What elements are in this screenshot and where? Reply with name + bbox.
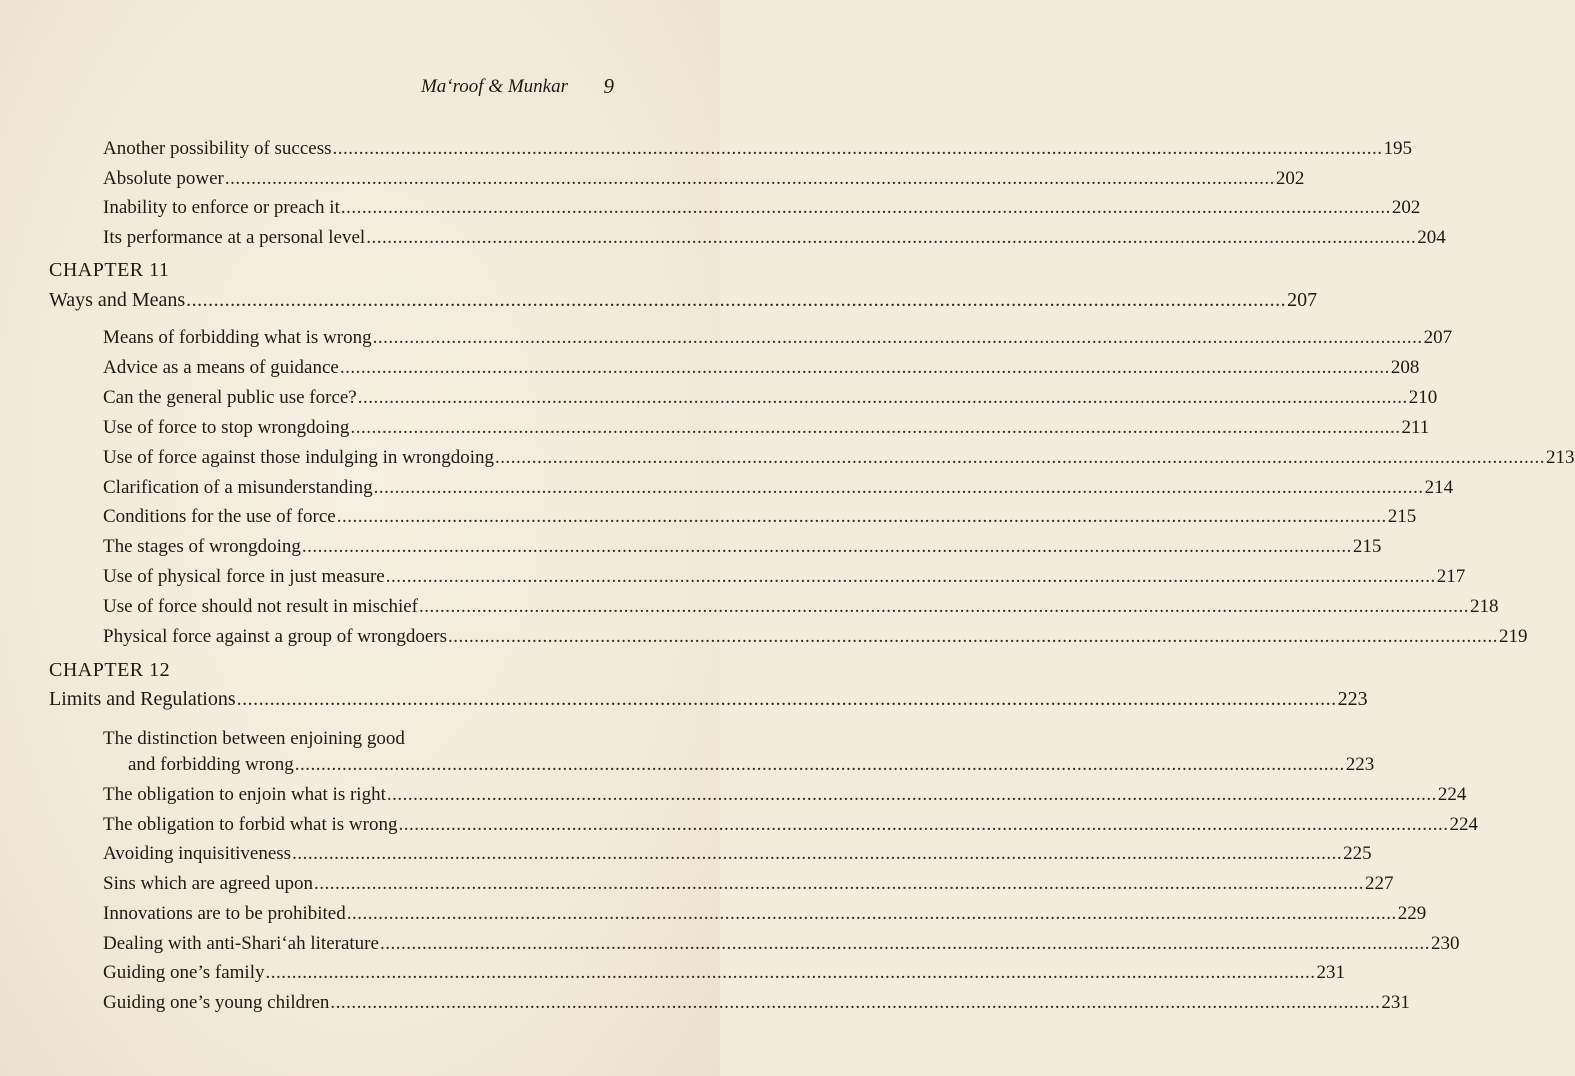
toc-entry-label: The stages of wrongdoing bbox=[103, 536, 301, 558]
toc-entry-label: Physical force against a group of wrongdoers bbox=[103, 626, 448, 647]
leader-dots: ........................................................................................................................................................................................................ bbox=[265, 962, 1316, 984]
toc-entry-label: Conditions for the use of force bbox=[103, 506, 336, 528]
toc-entry-label: Guiding one’s family bbox=[103, 962, 265, 984]
leader-dots: ........................................................................................................................................................................................................ bbox=[339, 356, 1390, 378]
toc-entry-label: Clarification of a misunderstanding bbox=[103, 476, 373, 498]
leader-dots: ........................................................................................................................................................................................................ bbox=[346, 902, 1397, 924]
toc-entry bbox=[103, 326, 1453, 350]
toc-entry-label: Use of force against those indulging in wrongdoing bbox=[103, 446, 495, 468]
toc-entry-page: 217 bbox=[1436, 566, 1466, 588]
toc-entry bbox=[103, 535, 1382, 559]
toc-entry bbox=[103, 991, 1410, 1015]
toc-entry-label: Absolute power bbox=[103, 168, 224, 189]
leader-dots: ........................................................................................................................................................................................................ bbox=[495, 446, 1546, 468]
leader-dots: ........................................................................................................................................................................................................ bbox=[398, 813, 1449, 835]
toc-entry-page: 231 bbox=[1316, 962, 1345, 984]
leader-dots: ........................................................................................................................................................................................................ bbox=[330, 991, 1381, 1013]
toc-entry-page: 224 bbox=[1449, 813, 1478, 835]
page-number: 9 bbox=[603, 74, 614, 98]
toc-entry-page: 224 bbox=[1437, 784, 1467, 805]
toc-entry-label: Avoiding inquisitiveness bbox=[103, 843, 292, 865]
leader-dots: ........................................................................................................................................................................................................ bbox=[186, 289, 1287, 311]
leader-dots: ........................................................................................................................................................................................................ bbox=[332, 138, 1383, 159]
chapter-page: 207 bbox=[1287, 289, 1318, 311]
toc-entry bbox=[103, 813, 1478, 837]
toc-entry-page: 214 bbox=[1424, 476, 1454, 498]
toc-entry bbox=[103, 137, 1413, 161]
toc-entry-page: 202 bbox=[1275, 168, 1305, 189]
toc-entry bbox=[103, 842, 1372, 866]
toc-entry bbox=[103, 595, 1499, 619]
toc-entry-page: 219 bbox=[1499, 626, 1528, 647]
toc-entry bbox=[103, 167, 1305, 191]
toc-entry-page: 195 bbox=[1383, 138, 1413, 159]
toc-entry bbox=[103, 196, 1421, 220]
leader-dots: ........................................................................................................................................................................................................ bbox=[419, 596, 1470, 618]
toc-entry bbox=[103, 356, 1420, 380]
toc-entry bbox=[103, 783, 1467, 807]
chapter-title: Limits and Regulations bbox=[49, 688, 236, 710]
toc-entry-label: Sins which are agreed upon bbox=[103, 873, 313, 895]
toc-entry bbox=[103, 565, 1466, 589]
running-title: Ma‘roof & Munkar bbox=[420, 76, 568, 97]
chapter-title: Ways and Means bbox=[49, 289, 186, 311]
chapter-page: 223 bbox=[1337, 688, 1368, 710]
toc-entry-page: 223 bbox=[1345, 754, 1375, 775]
toc-entry bbox=[103, 416, 1430, 440]
toc-entry-page: 231 bbox=[1381, 991, 1410, 1013]
leader-dots: ........................................................................................................................................................................................................ bbox=[366, 227, 1417, 248]
leader-dots: ........................................................................................................................................................................................................ bbox=[379, 932, 1430, 954]
leader-dots: ........................................................................................................................................................................................................ bbox=[373, 476, 1424, 498]
leader-dots: ........................................................................................................................................................................................................ bbox=[350, 416, 1401, 438]
toc-entry-label: and forbidding wrong bbox=[128, 754, 294, 775]
toc-entry-label: Use of force to stop wrongdoing bbox=[103, 416, 350, 438]
toc-entry-page: 211 bbox=[1401, 416, 1430, 438]
toc-entry bbox=[128, 753, 1375, 777]
toc-entry-label: Another possibility of success bbox=[103, 138, 332, 159]
leader-dots: ........................................................................................................................................................................................................ bbox=[224, 168, 1275, 189]
leader-dots: ........................................................................................................................................................................................................ bbox=[294, 754, 1345, 775]
toc-entry-label: Use of physical force in just measure bbox=[103, 566, 385, 588]
toc-entry bbox=[103, 625, 1528, 649]
toc-entry-label: Use of force should not result in mischief bbox=[103, 596, 419, 618]
leader-dots: ........................................................................................................................................................................................................ bbox=[357, 386, 1408, 408]
toc-entry-label: Innovations are to be prohibited bbox=[103, 902, 346, 924]
leader-dots: ........................................................................................................................................................................................................ bbox=[386, 784, 1437, 805]
toc-entry-page: 202 bbox=[1391, 197, 1421, 218]
toc-entry-page: 208 bbox=[1390, 356, 1420, 378]
toc-entry-page: 210 bbox=[1408, 386, 1438, 408]
toc-entry bbox=[103, 226, 1446, 250]
toc-entry bbox=[103, 902, 1427, 926]
chapter-heading: CHAPTER 12 bbox=[49, 659, 171, 681]
toc-entry-page: 218 bbox=[1470, 596, 1499, 618]
leader-dots: ........................................................................................................................................................................................................ bbox=[372, 327, 1423, 348]
chapter-title-entry bbox=[49, 288, 1318, 312]
chapter-title-entry bbox=[49, 687, 1368, 711]
toc-entry-label: Means of forbidding what is wrong bbox=[103, 327, 372, 348]
toc-entry bbox=[103, 476, 1454, 500]
leader-dots: ........................................................................................................................................................................................................ bbox=[301, 536, 1352, 558]
toc-entry-page: 213 bbox=[1546, 446, 1575, 468]
toc-entry-label: The obligation to enjoin what is right bbox=[103, 784, 386, 805]
toc-entry-page: 204 bbox=[1417, 227, 1446, 248]
toc-entry-label: Inability to enforce or preach it bbox=[103, 197, 340, 218]
toc-entry bbox=[103, 446, 1575, 470]
toc-entry-label: The obligation to forbid what is wrong bbox=[103, 813, 398, 835]
chapter-heading: CHAPTER 11 bbox=[49, 259, 170, 281]
toc-entry-first-line: The distinction between enjoining good bbox=[103, 728, 405, 749]
leader-dots: ........................................................................................................................................................................................................ bbox=[314, 873, 1364, 895]
toc-entry-label: Can the general public use force? bbox=[103, 386, 357, 408]
toc-entry-label: Advice as a means of guidance bbox=[103, 356, 339, 378]
leader-dots: ........................................................................................................................................................................................................ bbox=[340, 197, 1391, 218]
toc-entry-page: 227 bbox=[1365, 873, 1394, 895]
toc-entry bbox=[103, 386, 1438, 410]
toc-entry-label: Dealing with anti-Shari‘ah literature bbox=[103, 932, 379, 954]
toc-entry-label: Guiding one’s young children bbox=[103, 991, 330, 1013]
toc-entry-label: Its performance at a personal level bbox=[103, 227, 366, 248]
toc-entry-page: 207 bbox=[1423, 327, 1453, 348]
toc-entry bbox=[103, 961, 1345, 985]
leader-dots: ........................................................................................................................................................................................................ bbox=[292, 843, 1343, 865]
toc-entry-page: 215 bbox=[1387, 506, 1417, 528]
toc-entry-page: 229 bbox=[1397, 902, 1427, 924]
toc-entry-page: 215 bbox=[1352, 536, 1382, 558]
leader-dots: ........................................................................................................................................................................................................ bbox=[236, 688, 1337, 710]
toc-entry bbox=[103, 505, 1417, 529]
page-header bbox=[0, 74, 720, 100]
leader-dots: ........................................................................................................................................................................................................ bbox=[385, 566, 1436, 588]
toc-entry-page: 225 bbox=[1343, 843, 1372, 865]
toc-entry bbox=[103, 932, 1460, 956]
toc-entry-page: 230 bbox=[1430, 932, 1460, 954]
leader-dots: ........................................................................................................................................................................................................ bbox=[336, 506, 1387, 528]
toc-entry bbox=[103, 872, 1394, 896]
leader-dots: ........................................................................................................................................................................................................ bbox=[448, 626, 1499, 647]
